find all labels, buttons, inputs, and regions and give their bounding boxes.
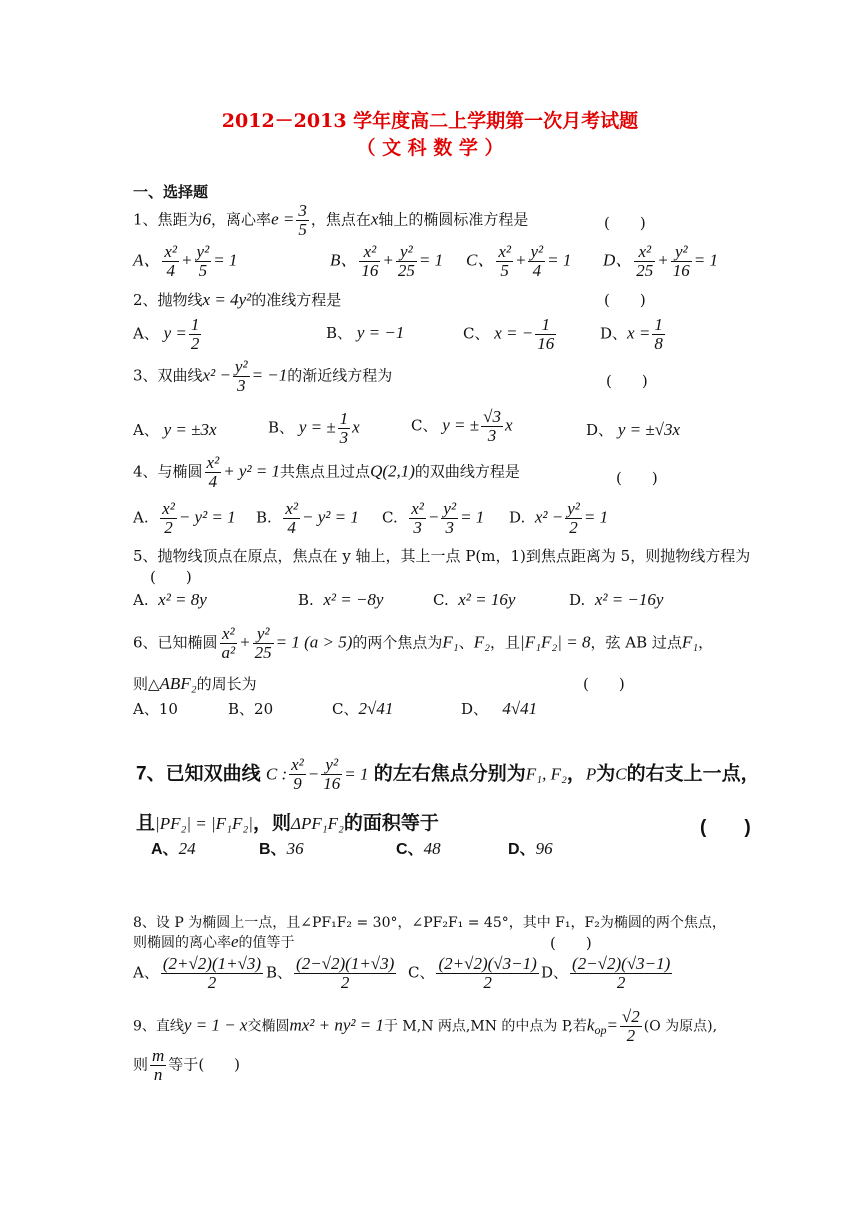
option-label: B、 bbox=[326, 324, 353, 342]
q8-option-c bbox=[408, 955, 541, 992]
option-label: C、 bbox=[463, 324, 490, 343]
option-label: B. bbox=[298, 591, 314, 609]
frac-den: 2 bbox=[569, 517, 578, 537]
q9-eq: = bbox=[606, 1015, 618, 1035]
q1-answer-paren: ( ) bbox=[604, 214, 646, 232]
frac-num: y² bbox=[196, 242, 210, 261]
frac-den: 2 bbox=[616, 972, 626, 992]
frac-num: x² bbox=[498, 242, 511, 261]
fraction bbox=[161, 955, 263, 992]
q9-ellipse: mx² + ny² = 1 bbox=[289, 1015, 384, 1035]
q3-stem-b: 的渐近线方程为 bbox=[287, 366, 393, 385]
frac-num: √3 bbox=[483, 407, 501, 426]
option-expr: x² = 8y bbox=[158, 590, 207, 609]
frac-den: 3 bbox=[413, 517, 422, 537]
question-8-line2 bbox=[133, 932, 295, 952]
q8-e: e bbox=[231, 932, 239, 951]
frac-den: 3 bbox=[445, 517, 454, 537]
q7-stem-c: ， bbox=[566, 763, 586, 785]
fraction bbox=[535, 316, 556, 353]
fraction bbox=[195, 243, 212, 280]
q6-answer-paren: ( ) bbox=[583, 675, 625, 693]
exam-title: 2012－2013 学年度高二上学期第一次月考试题 bbox=[221, 110, 639, 132]
frac-den: 5 bbox=[198, 260, 208, 280]
option-label: B、 bbox=[268, 418, 295, 437]
q6-line2-b: 的周长为 bbox=[196, 675, 257, 693]
frac-num: x² bbox=[634, 243, 655, 262]
q5-option-c bbox=[433, 590, 515, 610]
q1-option-a: A、 $\frac{\text{x²}}{4}$ + $\frac{\text{y²}}{5}$ = 1 bbox=[133, 242, 238, 280]
option-label: B. bbox=[256, 508, 272, 527]
frac-den: 25 bbox=[397, 260, 415, 280]
frac-num: x² bbox=[411, 499, 424, 518]
frac-den: 2 bbox=[483, 972, 492, 992]
frac-num: x² bbox=[285, 499, 298, 518]
frac-num: m bbox=[152, 1046, 165, 1065]
frac-num: 1 bbox=[535, 316, 556, 335]
frac-den: 2 bbox=[207, 972, 217, 992]
q2-option-b bbox=[326, 322, 404, 343]
frac-den: 16 bbox=[361, 260, 379, 280]
q6-line2-a: 则△ bbox=[133, 675, 160, 693]
frac-den: 2 bbox=[340, 972, 350, 992]
q5-option-a bbox=[133, 590, 207, 610]
question-4 bbox=[133, 454, 520, 491]
q6-abs: |F₁F₂| = 8 bbox=[520, 632, 591, 652]
frac-num: (2+√2)(√3−1) bbox=[438, 954, 537, 973]
q2-option-d bbox=[600, 316, 667, 353]
rest: − y² = 1 bbox=[302, 507, 359, 527]
option-label: C、 bbox=[466, 250, 495, 270]
q4-option-c: C. $\frac{\text{x²}}{3}$ − $\frac{\text{y²}}{3}$ = 1 bbox=[382, 499, 485, 537]
q6-tail: ， bbox=[698, 633, 714, 652]
frac-den: 16 bbox=[672, 260, 690, 280]
option-expr: y = −1 bbox=[356, 323, 405, 342]
q1-x: x bbox=[370, 209, 379, 229]
frac-num: x² bbox=[291, 755, 304, 774]
q1-fraction bbox=[296, 202, 309, 239]
q3-rhs: = −1 bbox=[251, 365, 288, 385]
q7-line2-a: 且 bbox=[136, 813, 156, 834]
fraction bbox=[150, 1047, 166, 1084]
q6-f1b: F₁ bbox=[681, 632, 699, 652]
rhs: = 1 bbox=[418, 250, 444, 270]
q7-stem-e: 的右支上一点， bbox=[626, 763, 760, 785]
fraction bbox=[321, 756, 342, 793]
frac-den: 8 bbox=[654, 333, 663, 353]
q4-option-a bbox=[133, 500, 236, 537]
frac-num: (2+√2)(1+√3) bbox=[162, 954, 262, 973]
option-expr: x² = −16y bbox=[594, 590, 664, 609]
option-label: A、 bbox=[133, 250, 161, 270]
option-value: 96 bbox=[535, 839, 553, 858]
q9-line: y = 1 − x bbox=[183, 1015, 248, 1035]
frac-den: 3 bbox=[237, 375, 246, 395]
option-label: B、 bbox=[266, 963, 293, 982]
q3-option-a bbox=[133, 419, 217, 440]
q6-stem-d: ，弦 AB 过点 bbox=[590, 633, 682, 652]
x-var: x bbox=[504, 415, 513, 435]
q9-k: k bbox=[586, 1015, 595, 1035]
option-label: C、 bbox=[408, 963, 435, 982]
option-value: 48 bbox=[423, 839, 441, 858]
frac-den: 16 bbox=[323, 773, 341, 793]
q9-answer-paren: ( ) bbox=[198, 1055, 241, 1074]
option-label: D、 bbox=[586, 421, 614, 439]
q4-option-d bbox=[509, 500, 608, 537]
q6-rest: = 1 (a > 5) bbox=[275, 632, 353, 652]
q6-option-b bbox=[228, 698, 273, 719]
option-label: B、 bbox=[330, 250, 358, 270]
frac-num: y² bbox=[671, 243, 692, 262]
frac-den: 25 bbox=[636, 260, 654, 280]
fraction bbox=[189, 316, 202, 353]
question-1 bbox=[133, 202, 528, 239]
fraction bbox=[396, 243, 417, 280]
frac-num: 1 bbox=[339, 409, 349, 428]
q7-c: C bbox=[615, 764, 627, 784]
frac-num: x² bbox=[220, 625, 238, 644]
q2-option-c bbox=[463, 316, 558, 353]
q7-p: P bbox=[585, 764, 597, 784]
fraction bbox=[634, 243, 655, 280]
frac-num: 1 bbox=[190, 315, 200, 334]
frac-num: x² bbox=[162, 499, 175, 518]
option-value: 24 bbox=[178, 839, 196, 858]
q4-stem-b: 共焦点且过点 bbox=[280, 462, 371, 481]
frac-num: (2−√2)(1+√3) bbox=[296, 954, 395, 973]
q6-triangle: ABF₂ bbox=[159, 674, 197, 693]
option-label: D、 bbox=[541, 963, 569, 982]
q2-equation: x = 4y² bbox=[202, 290, 252, 309]
q1-frac-den: 5 bbox=[298, 219, 307, 239]
q5-answer-paren: ( ) bbox=[150, 568, 192, 586]
q6-option-c bbox=[332, 698, 393, 719]
q6-option-a bbox=[133, 698, 178, 719]
frac-den: 2 bbox=[190, 333, 200, 353]
frac-num: x² bbox=[164, 242, 178, 261]
fraction bbox=[565, 500, 582, 537]
q4-option-b bbox=[256, 500, 359, 537]
q2-option-a bbox=[133, 316, 203, 353]
option-label: A、 bbox=[133, 963, 159, 982]
option-value: 10 bbox=[158, 700, 178, 718]
frac-num: 1 bbox=[654, 315, 663, 334]
question-6-line2 bbox=[133, 673, 257, 694]
q7-stem-a: 7、已知双曲线 bbox=[136, 763, 261, 785]
q1-option-d: D、 $\frac{\text{x²}}{25}$ + $\frac{\text{y²}}{16}$ = 1 bbox=[603, 242, 718, 280]
q7-rhs: = 1 bbox=[344, 764, 369, 784]
lhs: y = bbox=[163, 323, 187, 343]
fraction bbox=[253, 625, 274, 662]
q2-stem-a: 2、抛物线 bbox=[133, 291, 203, 309]
q9-stem-c: 于 M,N 两点,MN 的中点为 P,若 bbox=[383, 1018, 587, 1035]
frac-num: (2−√2)(√3−1) bbox=[572, 954, 671, 973]
question-6: 6、已知椭圆 $\frac{\text{x²}}{\text{a²}}$ + $\frac{\text{y²}}{25}$ = 1 (a > 5)的两个焦点为F₁、F₂，且|F₁F₂| = 8，弦 AB 过点F₁， bbox=[133, 624, 714, 662]
frac-num: y² bbox=[396, 243, 417, 262]
frac-den: 4 bbox=[208, 471, 218, 491]
fraction bbox=[294, 955, 396, 992]
option-value: 36 bbox=[286, 839, 304, 858]
fraction bbox=[338, 410, 351, 447]
frac-num: x² bbox=[359, 243, 380, 262]
lhs: y = ± bbox=[298, 417, 336, 437]
lhs: x² − bbox=[534, 507, 564, 527]
q6-f2: F₂ bbox=[473, 632, 491, 652]
option-label: D、 bbox=[600, 324, 628, 343]
frac-den: n bbox=[153, 1064, 163, 1084]
option-expr: x² = −8y bbox=[323, 590, 384, 609]
q9-k-sub: op bbox=[594, 1023, 607, 1038]
fraction bbox=[652, 316, 665, 353]
rest: − y² = 1 bbox=[178, 507, 236, 527]
q3-stem-a: 3、双曲线 bbox=[133, 366, 203, 385]
question-5: 5、抛物线顶点在原点，焦点在 y 轴上，其上一点 P(m，1)到焦点距离为 5，则抛物线方程为 bbox=[133, 547, 751, 565]
q3-option-b bbox=[268, 410, 360, 447]
lhs: y = ± bbox=[442, 415, 480, 435]
fraction bbox=[436, 955, 538, 992]
frac-den: 2 bbox=[626, 1025, 636, 1045]
option-label: B、 bbox=[259, 841, 287, 858]
option-label: D. bbox=[569, 591, 586, 609]
q3-option-d bbox=[586, 419, 680, 440]
frac-num: y² bbox=[234, 357, 248, 376]
fraction bbox=[441, 500, 458, 537]
option-expr: x² = 16y bbox=[458, 590, 516, 609]
option-label: A. bbox=[133, 591, 149, 609]
q6-stem-b: 的两个焦点为 bbox=[352, 633, 443, 652]
fraction bbox=[233, 358, 250, 395]
q1-six: 6 bbox=[202, 209, 212, 229]
question-3 bbox=[133, 358, 392, 395]
option-label: A、 bbox=[133, 421, 159, 439]
frac-den: 16 bbox=[537, 333, 555, 353]
q5-option-b bbox=[298, 590, 383, 610]
frac-den: a² bbox=[221, 642, 236, 662]
rhs: = 1 bbox=[213, 250, 238, 270]
option-label: A、 bbox=[133, 324, 159, 343]
q7-answer-paren: ( ) bbox=[700, 817, 751, 838]
q7-triangle: ΔPF₁F₂ bbox=[290, 814, 344, 833]
frac-den: 3 bbox=[339, 427, 349, 447]
option-label: C、 bbox=[332, 700, 359, 718]
fraction bbox=[671, 243, 692, 280]
q2-stem-b: 的准线方程是 bbox=[251, 291, 342, 309]
q8-option-d bbox=[541, 955, 674, 992]
option-label: A. bbox=[133, 508, 149, 527]
q9-stem-b: 交椭圆 bbox=[247, 1018, 290, 1035]
q1-frac-num: 3 bbox=[298, 201, 307, 220]
question-7: 7、已知双曲线 C : $\frac{\text{x²}}{9}$ − $\frac{\text{y²}}{16}$ = 1 的左右焦点分别为F₁, F₂，P为C的右支上一点， bbox=[136, 755, 760, 793]
frac-num: √2 bbox=[621, 1007, 640, 1026]
fraction bbox=[205, 454, 222, 491]
fraction bbox=[620, 1008, 642, 1045]
option-label: B、 bbox=[228, 700, 255, 718]
frac-den: 4 bbox=[166, 260, 175, 280]
q8-option-b bbox=[266, 955, 398, 992]
q5-option-d bbox=[569, 590, 663, 610]
q4-rest: + y² = 1 bbox=[223, 461, 281, 481]
lhs: x = − bbox=[494, 323, 534, 343]
option-value: 2√41 bbox=[358, 699, 394, 718]
option-label: C. bbox=[433, 591, 449, 609]
q7-stem-d: 为 bbox=[596, 763, 616, 785]
q6-option-d bbox=[461, 698, 537, 719]
frac-den: 2 bbox=[164, 517, 173, 537]
option-expr: y = ±√3x bbox=[617, 420, 681, 439]
option-label: C. bbox=[382, 508, 398, 527]
option-value: 4√41 bbox=[502, 699, 538, 718]
frac-num: y² bbox=[443, 499, 457, 518]
q8-line2-b: 的值等于 bbox=[238, 935, 295, 951]
x-var: x bbox=[352, 417, 360, 437]
rhs: = 1 bbox=[547, 250, 572, 270]
section-heading: 一、选择题 bbox=[133, 183, 209, 201]
cropped-scan-edge bbox=[148, 852, 768, 864]
q7-line2-b: ，则 bbox=[252, 813, 291, 834]
q8-option-a bbox=[133, 955, 265, 992]
q7-stem-b: 的左右焦点分别为 bbox=[373, 763, 526, 785]
option-value: 20 bbox=[254, 700, 274, 718]
q7-line2-c: 的面积等于 bbox=[343, 813, 439, 834]
frac-num: y² bbox=[321, 756, 342, 775]
fraction bbox=[359, 243, 380, 280]
q4-stem-c: 的双曲线方程是 bbox=[414, 462, 520, 481]
q1-option-c: C、 $\frac{\text{x²}}{5}$ + $\frac{\text{y²}}{4}$ = 1 bbox=[466, 242, 572, 280]
fraction bbox=[283, 500, 300, 537]
fraction bbox=[160, 500, 177, 537]
fraction bbox=[528, 243, 545, 280]
frac-den: 4 bbox=[287, 517, 296, 537]
frac-den: 3 bbox=[487, 425, 497, 445]
q9-line2-b: 等于 bbox=[168, 1055, 199, 1074]
q4-stem-a: 4、与椭圆 bbox=[133, 462, 203, 481]
question-9 bbox=[133, 1008, 717, 1045]
frac-den: 25 bbox=[254, 642, 272, 662]
option-label: D. bbox=[509, 508, 526, 527]
question-8: 8、设 P 为椭圆上一点，且∠PF₁F₂ = 30°，∠PF₂F₁ = 45°，其中 F₁，F₂为椭圆的两个焦点， bbox=[133, 915, 726, 931]
q8-line2-a: 则椭圆的离心率 bbox=[133, 935, 231, 951]
q9-stem-a: 9、直线 bbox=[133, 1018, 184, 1035]
q7-c-label: C : bbox=[265, 764, 288, 784]
q8-answer-paren: ( ) bbox=[550, 934, 592, 952]
fraction bbox=[162, 243, 179, 280]
rest: = 1 bbox=[460, 507, 485, 527]
lhs: x = bbox=[627, 323, 651, 343]
q1-option-b: B、 $\frac{\text{x²}}{16}$ + $\frac{\text{y²}}{25}$ = 1 bbox=[330, 242, 444, 280]
q6-f1: F₁ bbox=[442, 632, 459, 652]
frac-den: 5 bbox=[500, 260, 509, 280]
option-label: A、 bbox=[133, 700, 159, 718]
fraction bbox=[220, 625, 238, 662]
option-label: A、 bbox=[151, 841, 179, 858]
rest: = 1 bbox=[583, 507, 609, 527]
q4-point: Q(2,1) bbox=[370, 461, 415, 481]
q1-stem-a: 1、焦距为 bbox=[133, 210, 203, 229]
fraction bbox=[481, 408, 503, 445]
question-9-line2 bbox=[133, 1047, 240, 1084]
fraction bbox=[496, 243, 513, 280]
option-expr: y = ±3x bbox=[163, 420, 217, 439]
q1-stem-d: 轴上的椭圆标准方程是 bbox=[378, 210, 529, 229]
question-7-line2 bbox=[136, 808, 439, 835]
frac-num: y² bbox=[567, 499, 580, 518]
q3-lhs: x² − bbox=[202, 365, 231, 385]
exam-subtitle: （ 文 科 数 学 ） bbox=[356, 137, 504, 159]
q1-stem-c: ，焦点在 bbox=[310, 210, 371, 229]
option-label: D、 bbox=[603, 250, 633, 270]
option-label: D、 bbox=[508, 841, 536, 858]
q3-answer-paren: ( ) bbox=[606, 372, 648, 390]
frac-den: 4 bbox=[532, 260, 542, 280]
q7-foci: F₁, F₂ bbox=[525, 764, 567, 784]
q6-stem-a: 6、已知椭圆 bbox=[133, 633, 218, 652]
q1-e-eq: e = bbox=[271, 209, 295, 229]
fraction bbox=[409, 500, 426, 537]
question-2 bbox=[133, 289, 341, 310]
frac-num: y² bbox=[253, 625, 274, 644]
q6-stem-c: ，且 bbox=[490, 633, 521, 652]
q4-answer-paren: ( ) bbox=[616, 469, 658, 487]
frac-num: y² bbox=[530, 242, 544, 261]
frac-den: 9 bbox=[293, 773, 302, 793]
q7-condition: |PF₂| = |F₁F₂| bbox=[155, 814, 253, 833]
q3-option-c bbox=[411, 408, 513, 445]
fraction bbox=[570, 955, 672, 992]
option-label: C、 bbox=[411, 416, 438, 435]
fraction bbox=[289, 756, 306, 793]
q1-stem-b: ，离心率 bbox=[211, 210, 272, 229]
frac-num: x² bbox=[206, 453, 220, 472]
option-label: D、 bbox=[461, 700, 489, 718]
q9-line2-a: 则 bbox=[133, 1055, 149, 1074]
q2-answer-paren: ( ) bbox=[604, 291, 646, 309]
q9-stem-d: (O 为原点), bbox=[643, 1018, 718, 1035]
rhs: = 1 bbox=[693, 250, 718, 270]
option-label: C、 bbox=[396, 841, 424, 858]
q6-sep: 、 bbox=[458, 633, 474, 652]
